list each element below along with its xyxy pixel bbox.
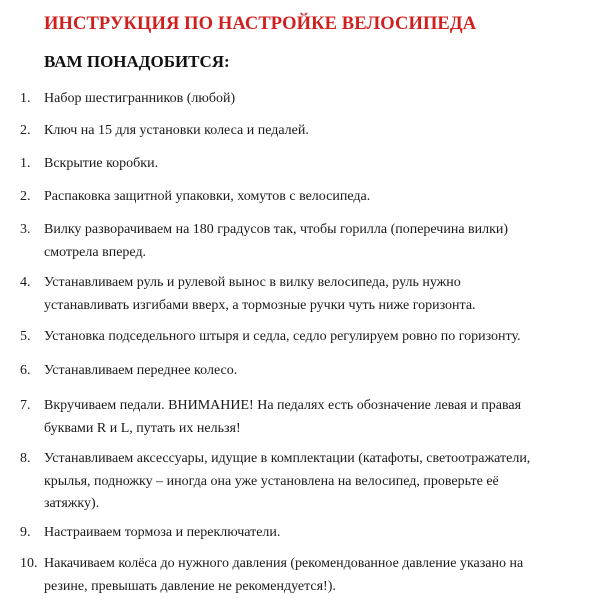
list-item-number: 1. (20, 156, 31, 171)
list-item-text (44, 153, 589, 176)
list-item-line: Вкручиваем педали. ВНИМАНИЕ! На педалях есть обозначение левая и правая (44, 398, 522, 413)
list-item-number: 1. (20, 91, 31, 106)
list-item-line: смотрела вперед. (44, 244, 147, 260)
list-item-line: затяжку). (44, 496, 100, 511)
list-item-text (44, 360, 589, 383)
list-item-line: Вилку разворачиваем на 180 градусов так, чтобы горилла (поперечина вилки) (44, 222, 509, 237)
list-item-line: Накачиваем колёса до нужного давления (рекомендованное давление указано на (44, 556, 524, 571)
list-item-line: резине, превышать давление не рекомендуется!). (44, 578, 336, 594)
list-item-number: 9. (20, 525, 31, 540)
list-item-text (44, 186, 589, 209)
list-item-text (44, 219, 589, 264)
list-item-number: 10. (20, 556, 38, 571)
list-item-line: Набор шестигранников (любой) (44, 91, 236, 106)
list-item-number: 7. (20, 398, 31, 413)
list-item-line: Устанавливаем руль и рулевой вынос в вилку велосипеда, руль нужно (44, 275, 461, 290)
page-title: ИНСТРУКЦИЯ ПО НАСТРОЙКЕ ВЕЛОСИПЕДА (44, 14, 477, 34)
list-item-text (44, 88, 589, 111)
list-item-line: устанавливать изгибами вверх, а тормозные ручки чуть ниже горизонта. (44, 297, 476, 313)
list-item-text (44, 326, 589, 349)
list-item-text (44, 272, 589, 317)
list-item-line: Распаковка защитной упаковки, хомутов с велосипеда. (44, 189, 371, 204)
list-item-line: Настраиваем тормоза и переключатели. (44, 525, 281, 540)
list-item-line: Устанавливаем переднее колесо. (44, 363, 238, 378)
list-item-number: 6. (20, 363, 31, 378)
list-item-line: Установка подседельного штыря и седла, седло регулируем ровно по горизонту. (44, 329, 521, 344)
list-item-text (44, 395, 589, 440)
list-item-line: Устанавливаем аксессуары, идущие в комплектации (катафоты, светоотражатели, (44, 451, 531, 466)
page-subtitle: ВАМ ПОНАДОБИТСЯ: (44, 52, 230, 71)
list-item-text (44, 522, 589, 545)
list-item-number: 2. (20, 189, 31, 204)
list-item-line: буквами R и L, путать их нельзя! (44, 420, 241, 436)
list-item-text (44, 120, 589, 143)
list-item-line: Вскрытие коробки. (44, 156, 159, 171)
list-item-text (44, 553, 589, 598)
list-item-text (44, 448, 589, 516)
list-item-number: 8. (20, 451, 31, 466)
list-item-number: 4. (20, 275, 31, 290)
list-item-number: 3. (20, 222, 31, 237)
list-item-line: Ключ на 15 для установки колеса и педалей. (44, 123, 309, 138)
list-item-line: крылья, подножку – иногда она уже установлена на велосипед, проверьте её (44, 473, 499, 489)
list-item-number: 5. (20, 329, 31, 344)
list-item-number: 2. (20, 123, 31, 138)
